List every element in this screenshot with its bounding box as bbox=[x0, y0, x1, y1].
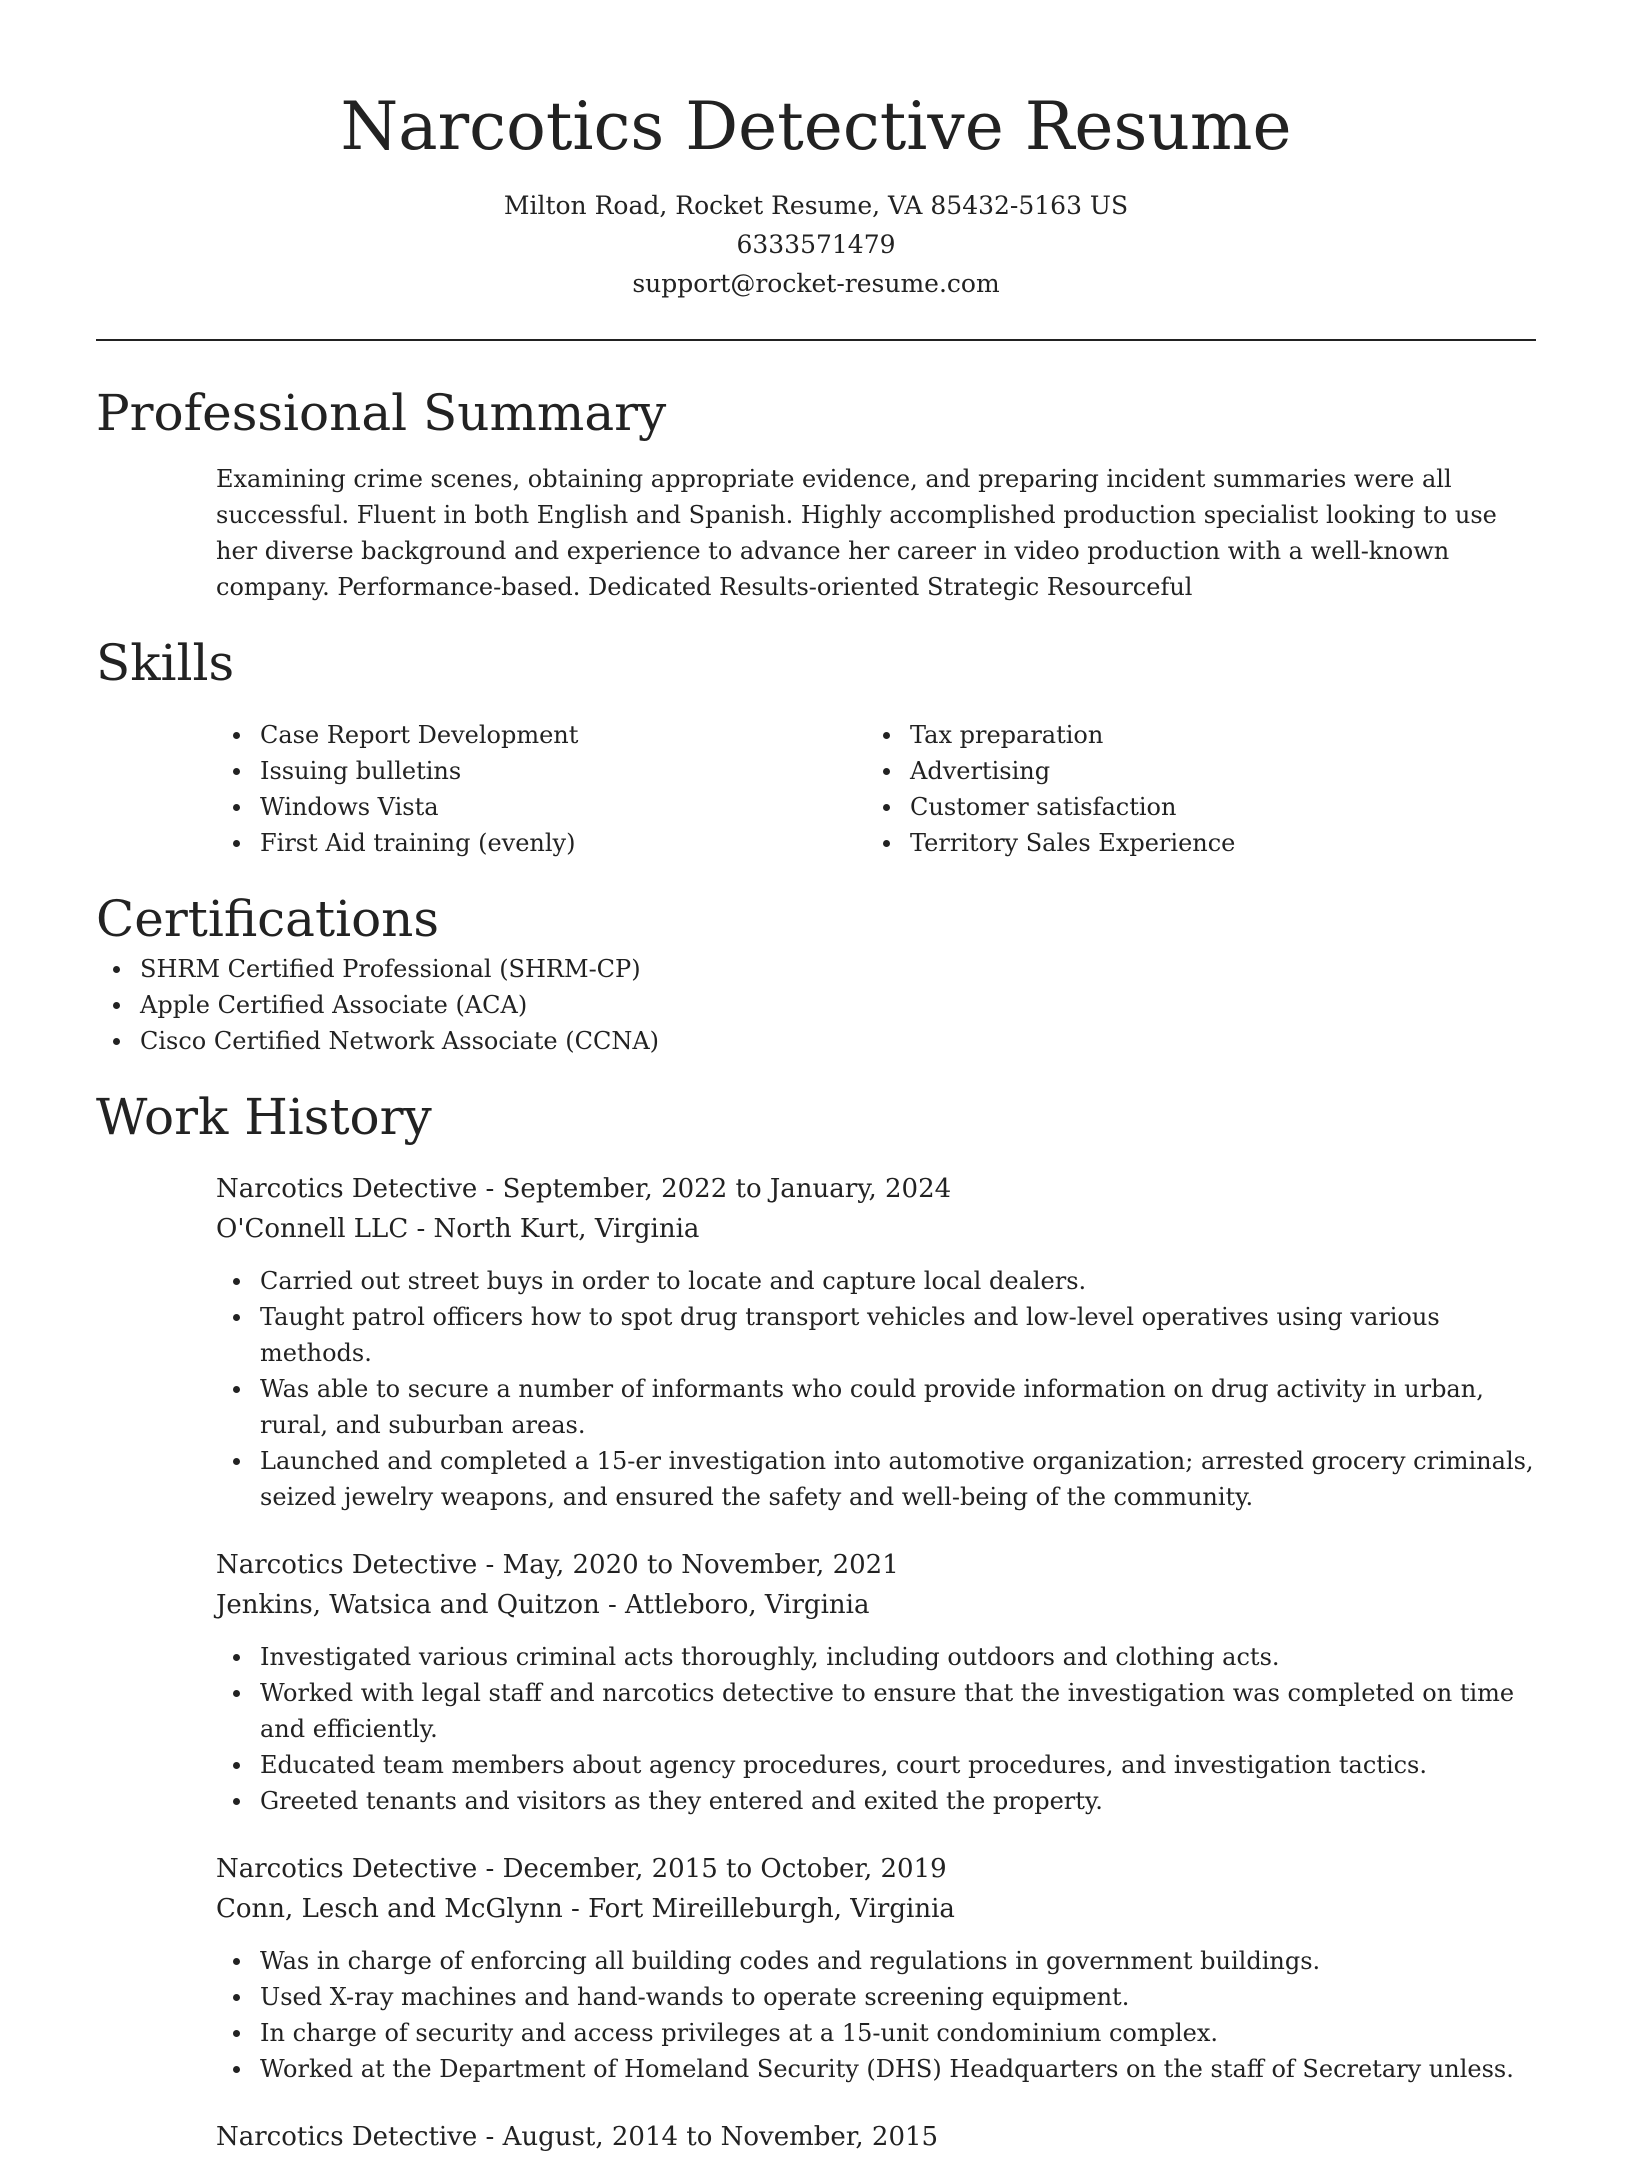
job-title-line: Narcotics Detective - December, 2015 to October, 2019 bbox=[216, 1854, 947, 1884]
job-duty: Used X-ray machines and hand-wands to operate screening equipment. bbox=[216, 1979, 1536, 2015]
contact-phone: 6333571479 bbox=[736, 230, 896, 259]
resume-page bbox=[96, 0, 1536, 2157]
skill-item: Windows Vista bbox=[216, 789, 866, 825]
job-entry bbox=[216, 1169, 1536, 1515]
job-dates: August, 2014 to November, 2015 bbox=[502, 2122, 939, 2152]
skills-right-column bbox=[866, 717, 1516, 861]
job-entry bbox=[216, 1849, 1536, 2087]
job-company: Jenkins, Watsica and Quitzon bbox=[216, 1590, 600, 1620]
job-location: Fort Mireilleburgh, Virginia bbox=[588, 1894, 955, 1924]
skill-item: Issuing bulletins bbox=[216, 753, 866, 789]
job-duty: Was able to secure a number of informants who could provide information on drug activity in urban, rural, and suburban areas. bbox=[216, 1371, 1536, 1443]
job-company-line: Conn, Lesch and McGlynn - Fort Mireilleburgh, Virginia bbox=[216, 1894, 955, 1924]
resume-header bbox=[96, 0, 1536, 303]
job-title-line: Narcotics Detective - August, 2014 to November, 2015 bbox=[216, 2122, 939, 2152]
contact-address: Milton Road, Rocket Resume, VA 85432-5163 US bbox=[503, 191, 1129, 220]
job-title: Narcotics Detective bbox=[216, 2122, 478, 2152]
job-company: O'Connell LLC bbox=[216, 1214, 409, 1244]
job-entry bbox=[216, 2117, 1536, 2157]
skills-section bbox=[96, 631, 1536, 861]
work-history-heading: Work History bbox=[96, 1088, 432, 1146]
header-divider bbox=[96, 339, 1536, 341]
skill-item: Case Report Development bbox=[216, 717, 866, 753]
job-title: Narcotics Detective bbox=[216, 1174, 478, 1204]
certification-item: Cisco Certified Network Associate (CCNA) bbox=[96, 1023, 1536, 1059]
skill-item: Advertising bbox=[866, 753, 1516, 789]
certification-item: Apple Certified Associate (ACA) bbox=[96, 987, 1536, 1023]
job-title-line: Narcotics Detective - September, 2022 to January, 2024 bbox=[216, 1174, 952, 1204]
job-duty: In charge of security and access privileges at a 15-unit condominium complex. bbox=[216, 2015, 1536, 2051]
job-duties bbox=[216, 1639, 1536, 1819]
job-duty: Investigated various criminal acts thoroughly, including outdoors and clothing acts. bbox=[216, 1639, 1536, 1675]
job-duties bbox=[216, 1263, 1536, 1515]
job-title: Narcotics Detective bbox=[216, 1854, 478, 1884]
job-company: Conn, Lesch and McGlynn bbox=[216, 1894, 563, 1924]
certifications-section bbox=[96, 887, 1536, 1059]
contact-email: support@rocket-resume.com bbox=[632, 269, 1000, 298]
summary-section bbox=[96, 381, 1536, 605]
job-entry bbox=[216, 1545, 1536, 1819]
certification-item: SHRM Certified Professional (SHRM-CP) bbox=[96, 951, 1536, 987]
job-duty: Taught patrol officers how to spot drug transport vehicles and low-level operatives using various methods. bbox=[216, 1299, 1536, 1371]
skill-item: First Aid training (evenly) bbox=[216, 825, 866, 861]
job-location: Attleboro, Virginia bbox=[625, 1590, 870, 1620]
job-duty: Was in charge of enforcing all building codes and regulations in government buildings. bbox=[216, 1943, 1536, 1979]
job-duty: Educated team members about agency procedures, court procedures, and investigation tactics. bbox=[216, 1747, 1536, 1783]
resume-title: Narcotics Detective Resume bbox=[340, 88, 1292, 165]
job-dates: May, 2020 to November, 2021 bbox=[502, 1550, 899, 1580]
job-title: Narcotics Detective bbox=[216, 1550, 478, 1580]
job-duty: Launched and completed a 15-er investigation into automotive organization; arrested grocery criminals, seized jewelry weapons, and ensured the safety and well-being of the community. bbox=[216, 1443, 1536, 1515]
job-duty: Carried out street buys in order to locate and capture local dealers. bbox=[216, 1263, 1536, 1299]
skill-item: Territory Sales Experience bbox=[866, 825, 1516, 861]
job-duties bbox=[216, 1943, 1536, 2087]
job-duty: Greeted tenants and visitors as they entered and exited the property. bbox=[216, 1783, 1536, 1819]
job-title-line: Narcotics Detective - May, 2020 to November, 2021 bbox=[216, 1550, 899, 1580]
job-company-line: Jenkins, Watsica and Quitzon - Attleboro, Virginia bbox=[216, 1590, 870, 1620]
job-duty: Worked with legal staff and narcotics detective to ensure that the investigation was completed on time and efficiently. bbox=[216, 1675, 1536, 1747]
work-history-section bbox=[96, 1085, 1536, 2157]
skill-item: Customer satisfaction bbox=[866, 789, 1516, 825]
contact-block bbox=[96, 186, 1536, 303]
job-dates: September, 2022 to January, 2024 bbox=[502, 1174, 952, 1204]
job-duty: Worked at the Department of Homeland Security (DHS) Headquarters on the staff of Secretary unless. bbox=[216, 2051, 1536, 2087]
skills-left-column bbox=[216, 717, 866, 861]
summary-text: Examining crime scenes, obtaining appropriate evidence, and preparing incident summaries were all successful. Fluent in both English and Spanish. Highly accomplished production specialist looking to use her diverse background and experience to advance her career in video production with a well-known company. Performance-based. Dedicated Results-oriented Strategic Resourceful bbox=[216, 465, 1497, 601]
skills-heading: Skills bbox=[96, 634, 235, 692]
job-location: North Kurt, Virginia bbox=[433, 1214, 700, 1244]
skills-columns bbox=[216, 717, 1536, 861]
job-company-line: O'Connell LLC - North Kurt, Virginia bbox=[216, 1214, 700, 1244]
skill-item: Tax preparation bbox=[866, 717, 1516, 753]
certifications-heading: Certifications bbox=[96, 890, 440, 948]
job-dates: December, 2015 to October, 2019 bbox=[502, 1854, 947, 1884]
summary-heading: Professional Summary bbox=[96, 384, 667, 442]
certifications-list bbox=[96, 951, 1536, 1059]
